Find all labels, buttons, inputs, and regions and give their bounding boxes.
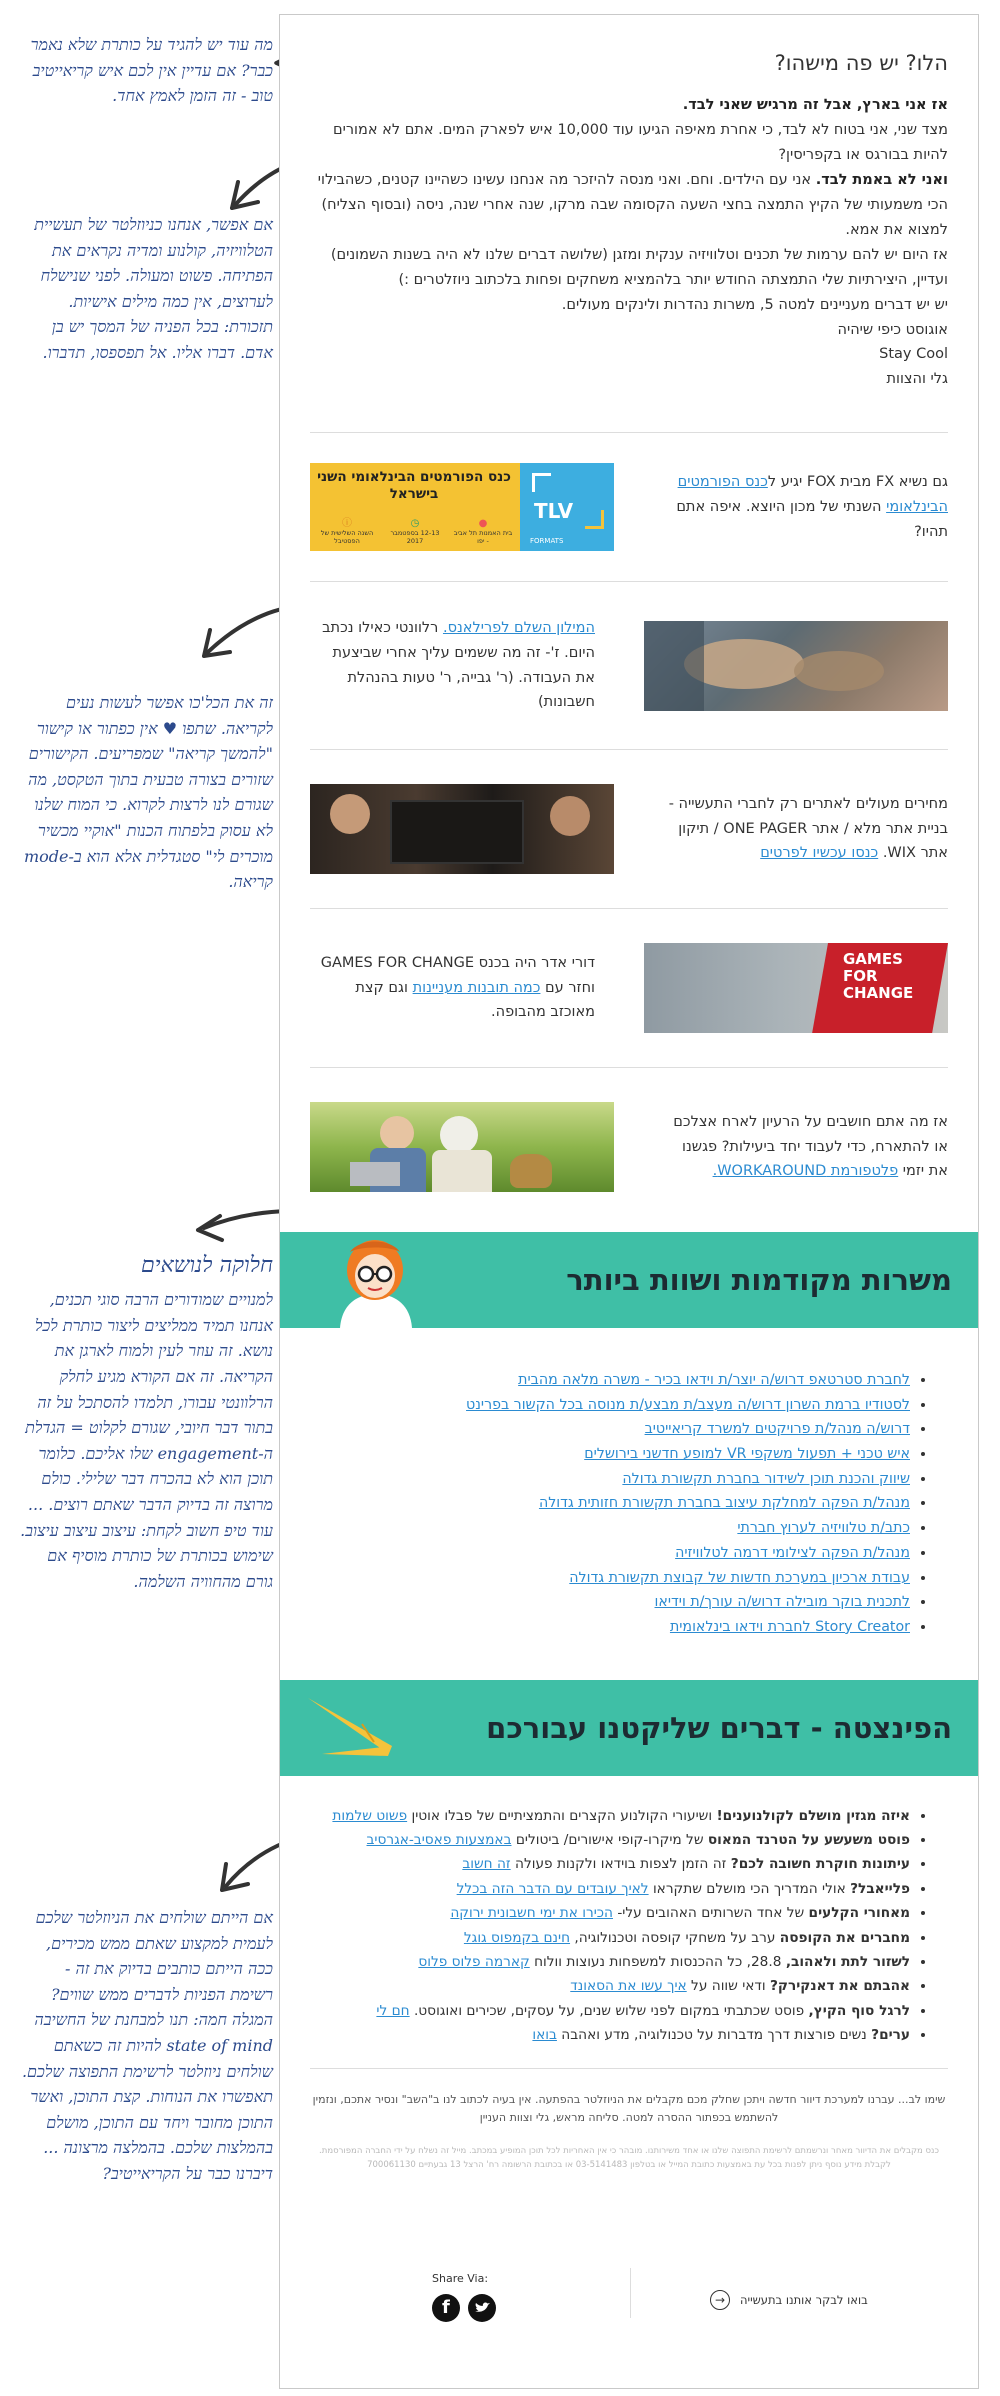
tweezers-items [310, 1804, 948, 2048]
content-row [280, 909, 978, 1067]
signature: גלי והצוות [886, 371, 948, 388]
row-text-part: מחירים מעולים לאתרים רק לחברי התעשייה - בניית אתר מלא / אתר ONE PAGER / תיקון אתר WIX. [668, 795, 948, 862]
poster-detail-text: בית האמנות תל אביב - יפו [453, 528, 513, 545]
row-text-part: השנתי של מכון היוצא. איפה אתם תהיו? [676, 499, 948, 540]
tweezers-item-bold: מחברים את הקופסה [779, 1929, 910, 1946]
tweezers-item-bold: פלייאבל? [850, 1880, 910, 1897]
visit-link[interactable] [710, 2290, 868, 2310]
tweezers-item-link[interactable]: קארמה פלוס פלוס [418, 1954, 530, 1970]
park-laptop-image[interactable] [310, 1102, 614, 1192]
note-text: דיברנו כבר על הקריאייטיב? [102, 2163, 273, 2183]
content-row [280, 582, 978, 749]
note-title [18, 32, 273, 109]
job-link[interactable]: כתב/ת טלוויזיה לערוץ חברתי [737, 1520, 910, 1537]
job-item [310, 1516, 910, 1541]
job-item [310, 1467, 910, 1492]
poster-title: כנס הפורמטים הבינלאומי השני בישראל [317, 469, 511, 503]
row-text [663, 470, 948, 544]
row-text [663, 1110, 948, 1184]
job-item [310, 1368, 910, 1393]
poster-detail-text: השנה השלישית של הפסטיבל [320, 528, 374, 545]
row-text [310, 616, 595, 715]
tweezers-item-bold: לשזור לתת ולאהוב, [785, 1954, 910, 1970]
jobs-title: משרות מקודמות ושוות ביותר [566, 1262, 952, 1297]
tweezers-item-link[interactable]: זה חשוב [462, 1856, 511, 1873]
intro-section [280, 15, 978, 392]
row-text-part: וגם קצת מאוכזב מהבופה. [355, 979, 595, 1021]
note-text: מה עוד יש להגיד על כותרת שלא נאמר כבר? אם עדיין אין לכם איש קריאייטיב טוב - זה הזמן לאמץ אחד. [30, 35, 273, 106]
tweezers-item [310, 1852, 910, 1876]
formats-conference-link[interactable]: כנס הפורמטים הבינלאומי [677, 474, 948, 516]
job-link[interactable]: מנהל/ת הפקה לצילומי דרמה לטלוויזיה [675, 1544, 910, 1561]
row-text [663, 792, 948, 866]
tweezers-item-text: נשים פורצות דרך מדברות על טכנולוגיה, מדע ואהבה [556, 2027, 872, 2044]
content-row [280, 750, 978, 908]
row-text-part: גם נשיא FX מבית FOX יגיע ל [767, 474, 948, 491]
job-item [310, 1442, 910, 1467]
row-text-part: רלוונטי כאילו נכתב היום. ז'- זה מה ששמים עליך אחרי שביצעת את העבודה. (ר' גבייה, ר' טעות בהנהלת חשבונות) [322, 620, 595, 711]
job-link[interactable]: עבודת ארכיון במערכת חדשות של קבוצת תקשורת גדולה [569, 1569, 910, 1586]
tweezers-item [310, 1828, 910, 1852]
poster-detail [384, 518, 446, 546]
tweezers-item [310, 1926, 910, 1950]
row-text [310, 951, 595, 1025]
note-text: אם אפשר, אנחנו כניוזלטר של תעשיית הטלוויזיה, קולנוע ומדיה נקראים את הפתיחה. פשוט ומעולה. לפני שנישלח לערוצים, אין כמה מילים אישיות. [34, 215, 273, 311]
poster-logo [520, 463, 614, 551]
tweezers-item [310, 1877, 910, 1901]
poster-detail [316, 518, 378, 546]
intro-paragraph [310, 168, 948, 243]
note-text: זה את הכל'כו אפשר לעשות נעים לקריאה. שתפו ♥ אין כפתור או קישור "להמשך קריאה" שמפריעים. הקישורים שזורים בצורה טבעית בתוך הטקסט, מה שגורם לנו לרצות לקרוא. כי המוח שלנו לא עסוק בלפתוח הכנות "אוקיי מכשיר מוכרים לי" סטגדלית אלא הוא ב-mode קריאה. [23, 693, 273, 892]
job-item [310, 1590, 910, 1615]
workaround-link[interactable]: פלטפורמת WORKAROUND. [712, 1163, 899, 1180]
job-link[interactable]: לסטודיו ברמת השרון דרוש/ה מעצב/ת מבצע/ת מנוסה בכל הקשור בפרינט [466, 1396, 910, 1413]
tweezers-item-bold: מאחורי הקלעים [808, 1905, 910, 1922]
cat-photo-image[interactable] [644, 621, 948, 711]
job-item [310, 1566, 910, 1591]
job-item [310, 1615, 910, 1640]
intro-paragraph: יש יש דברים מעניינים למטה 5, משרות נהדרות ולינקים מעולים. [561, 296, 948, 313]
tweezers-item [310, 1950, 910, 1974]
share-section [280, 2268, 980, 2330]
cartoon-woman-icon [320, 1232, 420, 1328]
tweezers-item-text: ודאי שווה על [686, 1978, 770, 1995]
tweezers-item [310, 1804, 910, 1828]
tweezers-item-text: של אחד השרותים האהובים עלי- [612, 1905, 809, 1922]
newsletter-email [279, 14, 979, 2389]
tweezers-item [310, 1999, 910, 2023]
tweezers-item-link[interactable]: חם לי [376, 2002, 410, 2019]
sign-off: Stay Cool [879, 346, 948, 363]
tweezers-item-text: 28.8, כל ההכנסות למשפחות נעוצות וולוח [529, 1954, 786, 1970]
note-text: עוד טיפ חשוב לקחת: עיצוב עיצוב עיצוב. שימוש בכותרת של כותרת מוסיף אם גורם מהחוויה השלמה. [20, 1520, 273, 1591]
sign-off: אוגוסט כיפי שיהיה [837, 321, 948, 338]
note-text: אם הייתם שולחים את הניוזלטר שלכם לעמית למקצוע שאתם ממש מכירים, ככה הייתם כותבים בדיוק את זה - רשימת הפניות לדברים ממש שווים? [35, 1908, 273, 2004]
job-link[interactable]: איש טכני + תפעול משקפי VR למופע חדשני בירושלים [584, 1446, 910, 1463]
facebook-icon[interactable]: f [432, 2294, 460, 2322]
job-link[interactable]: שיווק והכנת תוכן לשידור בחברת תקשורת גדולה [622, 1470, 910, 1487]
intro-bold: ואני לא באמת לבד. [815, 171, 948, 188]
games-image-text: GAMES FOR CHANGE [843, 949, 914, 1003]
content-row [280, 1068, 978, 1226]
tweezers-list [280, 1776, 978, 2068]
jobs-items [310, 1368, 948, 1640]
row-text-part: דורי אדר היה בכנס GAMES FOR CHANGE וחזר עם [320, 954, 595, 996]
note-opening [18, 212, 273, 366]
tweezers-item-link[interactable]: הכירו את ימי חשבונית ירוקה [450, 1905, 613, 1922]
tweezers-item-bold: פוסט משעשע על הטרנד המאוס [707, 1832, 910, 1849]
tweezers-item-text: ושיעורי הקולנוע הקצרים והתמציתיים של פבלו אוטין [407, 1807, 717, 1824]
tweezers-item-text: של מיקרו-קופי אישורים/ ביטולים [511, 1832, 708, 1849]
poster-body [310, 463, 520, 551]
tweezers-item-bold: ערים? [871, 2027, 910, 2044]
note-topics [18, 1248, 273, 1594]
poster-detail [452, 518, 514, 546]
tweezers-item-bold: איזה מגזין מושלם לקולנוענים! [716, 1807, 910, 1824]
twitter-icon[interactable] [468, 2294, 496, 2322]
tweezers-item-link[interactable]: איך עשו את הסאונד [570, 1978, 687, 1995]
intro-bold: אז אני בארץ, אבל זה מרגיש שאני לבד. [682, 97, 948, 114]
insights-link[interactable]: כמה תובנות מעניינות [412, 979, 541, 996]
footer-note: שימו לב... עברנו למערכת דיוור חדשה ויתכן שחלק מכם מקבלים את הניוזלטר בהפתעה. אין בעיה לכתוב לנו ב"השב" ונסיר אתכם, ונזמין להשתמש בכפתור ההסרה למטה. סליחה מראש, גלי וצוות העניין [312, 2092, 946, 2125]
divider [630, 2268, 631, 2318]
tweezers-item-link[interactable]: פשוט שלמות [332, 1807, 408, 1824]
job-link[interactable]: Story Creator לחברת וידאו בינלאומית [669, 1618, 910, 1635]
intro-text: אני עם הילדים. וחם. ואני מנסה להיזכר מה אנחנו עשינו כשהיינו קטנים, כשהבילוי הכי משמעותי של הקיץ התמצה בחצי השעה הקסומה שבה מרקו, שנה אחרי שנה, ניסה (ובסוף הצליח) למצוא את אמא. [317, 171, 948, 238]
note-links [18, 690, 273, 895]
office-meeting-image[interactable] [310, 784, 614, 874]
note-peer [18, 1905, 273, 2187]
tweezers-item-link[interactable]: בואו [532, 2027, 557, 2044]
job-link[interactable]: מנהל/ת הפקה למחלקת עיצוב בחברת תקשורת חזותית גדולה [538, 1495, 910, 1512]
intro-paragraph: מצד שני, אני בטוח לא לבד, כי אחרת מאיפה הגיעו עוד 10,000 איש לפארק המים. אתם לא אמורים להיות בבורגס או בקפריסין? [333, 122, 948, 163]
tweezers-item-link[interactable]: באמצעות פאסיב-אגרסיב [366, 1832, 512, 1849]
tweezers-item-bold: אהבתם את דאנקירק? [769, 1978, 910, 1995]
note-text: המגלה חמה: תנו למבחנת של החשיבה state of mind להיות זה כשאתם שולחים ניוזלטר לרשימת התפוצה שלכם. תאפשרו את הנוחות. קצת התוכן, ואשר התוכן מחובר ויחד עם התוכן, מושלם בהמלצות שלכם. בהמלצה מרצונה ... [21, 2010, 273, 2158]
note-heading: חלוקה לנושאים [141, 1253, 273, 1278]
share-label: Share Via: [432, 2272, 489, 2285]
location-pin-icon: ● [478, 517, 488, 529]
tweezers-item-text: אולי המדריך הכי מושלם שתקראו [648, 1880, 851, 1897]
job-item [310, 1491, 910, 1516]
tweezers-item [310, 1974, 910, 1998]
job-link[interactable]: דרוש/ה מנהל/ת פרויקטים למשרד קריאייטיב [644, 1421, 910, 1438]
tweezers-item-link[interactable]: חינם בקמפוס גוגל [463, 1929, 571, 1946]
tweezers-item-text: זה הזמן לצפות בוידאו ולקנות פעולה [510, 1856, 731, 1873]
tweezers-item [310, 1901, 910, 1925]
row-text-part: אז מה אתם חושבים על הרעיון לארח אצלכם או להתארח, כדי לעבוד יחד ביעילות? פגשנו את יזמי [673, 1113, 948, 1180]
tweezers-item-text: ערב על משחקי קופסה וטכנולוגיה, [570, 1929, 780, 1946]
poster-brand: TLV [534, 499, 574, 524]
games-for-change-image[interactable] [644, 943, 948, 1033]
website-details-link[interactable]: כנסו עכשיו לפרטים [760, 845, 879, 862]
tweezers-item-bold: עיתונות חוקרת חשובה לכם? [730, 1856, 910, 1873]
tweezers-item-link[interactable]: לאיך עובדים עם הדבר הזה בכלל [456, 1880, 649, 1897]
legal-text: כנס מקבלים את הדיוור מאחר ונרשמתם לרשימת התפוצה שלנו או אחד משירותנו. מובהר כי אין האחריות לכל תוכן המופיע במכתב. מייל זה נשלח על ידי החברה המפורסמת. לקבלת מידע נוסף ניתן לפנות בכל עת באמצעות כתובת המייל או בטלפון 03-5141483 או בכתובת הרשומה רח' הרצל 13 גבעתיים 700061130 [319, 2145, 939, 2171]
visit-text: בואו לבקר אותנו בתעשייה [740, 2293, 868, 2307]
email-heading: הלו? יש פה מישהו? [774, 51, 948, 75]
clock-icon: ◷ [410, 517, 420, 529]
jobs-banner [280, 1232, 978, 1328]
info-icon: ⓘ [342, 517, 352, 529]
jobs-list [280, 1328, 978, 1680]
tweezers-item-text: פוסט שכתבתי במקום לפני שלוש שנים, על עסקים, שכירים ואוגוסט. [409, 2002, 809, 2019]
poster-detail-text: 12-13 בספטמבר 2017 [390, 528, 440, 545]
tweezers-banner [280, 1680, 978, 1776]
note-text: תזכורת: בכל הפניה של המסך יש בן אדם. דברו אליו. אל תפספסו, תדברו. [42, 317, 273, 362]
tweezers-icon [302, 1694, 402, 1764]
content-row [280, 433, 978, 581]
freelance-dictionary-link[interactable]: המילון השלם לפרילאנס. [442, 620, 595, 637]
tweezers-item [310, 2023, 910, 2047]
conference-poster-image[interactable] [310, 463, 614, 551]
job-link[interactable]: לחברת סטרטאפ דרוש/ה יוצר/ת וידאו בכיר - משרה מלאה מהבית [518, 1371, 910, 1388]
arrow-right-icon: → [710, 2290, 730, 2310]
poster-brand-sub: FORMATS [530, 537, 564, 546]
job-item [310, 1393, 910, 1418]
tweezers-item-bold: לרגל סוף הקיץ, [808, 2002, 910, 2019]
job-item [310, 1417, 910, 1442]
note-text: למנויים שמודורים הרבה סוגי תכנים, אנחנו תמיד ממליצים ליצור כותרת לכל נושא. זה עוזר לעין ולמוח לארגן את הקריאה. זה אם הקורא מגיע לחלק הרלוונטי עבורו, תלמדו להסתכל על זה בתור דבר חיובי, שגורם לקלוט = הגדלת ה-engagement שלו אליכם. כלומר תוכן הוא לא בהכרח דבר שלילי. כולם מרוצה זה בדיוק הדבר שאתם רוצים. ... [25, 1290, 273, 1514]
intro-paragraph: אז היום יש להם ערמות של תכנים וטלוויזיה ענקית ומזגן (שלושה דברים שלנו לא היה בשנות השמונים) ועדיין, היצירתיות שלי התמצתה החודש יותר בלהמציא משחקים ופחות בלכתוב ניוזלטרים :) [330, 246, 948, 288]
job-item [310, 1541, 910, 1566]
tweezers-title: הפינצטה - דברים שליקטנו עבורכם [486, 1710, 952, 1745]
job-link[interactable]: לתכנית בוקר מובילה דרוש/ה עורך/ת וידיאו [654, 1594, 910, 1611]
